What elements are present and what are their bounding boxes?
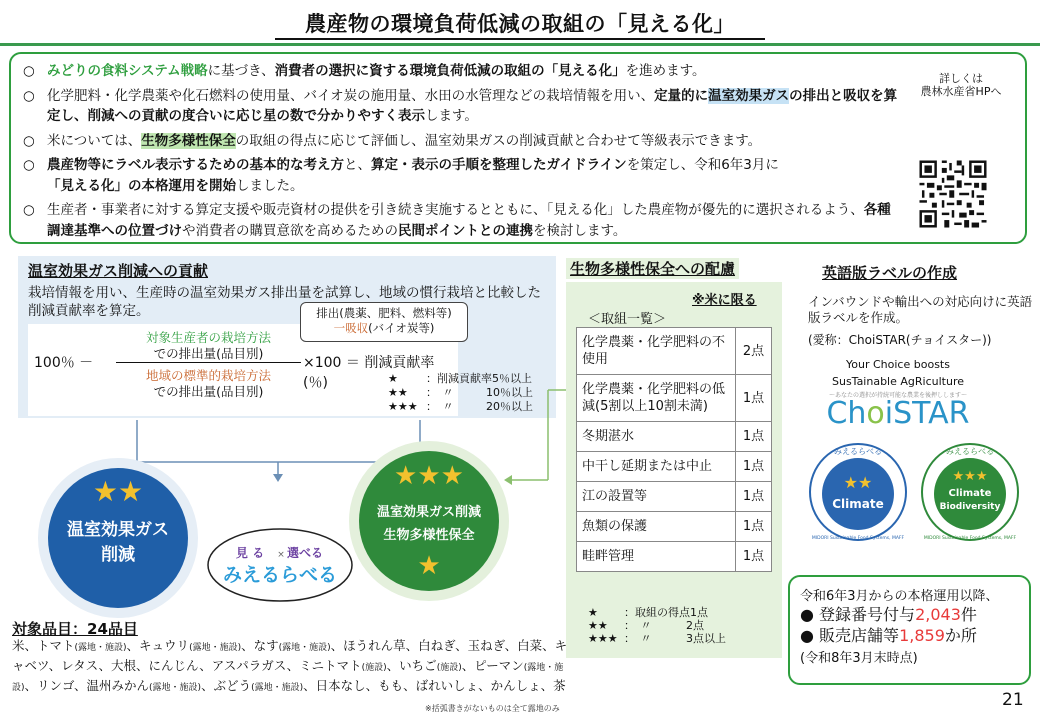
badge-label: Climate	[832, 497, 884, 511]
table-row	[577, 328, 772, 375]
intro-bullet-4	[23, 155, 903, 196]
bio-table	[576, 327, 772, 572]
stats-box	[788, 575, 1031, 685]
bullet-mark: ○	[23, 157, 35, 173]
legend-text: 10％以上	[486, 386, 533, 399]
intro-bullet-2	[23, 86, 903, 127]
qualifier: (露地・施設)	[74, 643, 127, 653]
stats-label: ● 登録番号付与	[800, 605, 916, 624]
legend-row	[588, 619, 726, 632]
page-number: 21	[1002, 690, 1024, 710]
intro-box	[9, 52, 1027, 244]
legend-row	[388, 400, 533, 414]
stats-label: ● 販売店舗等	[800, 626, 900, 645]
targets-heading: 対象品目：24品目	[12, 620, 138, 638]
legend-text: ：取組の得点1点	[624, 606, 708, 619]
ghg-bio-badge-3star	[346, 438, 512, 604]
badge-line1: 温室効果ガス削減	[376, 505, 482, 520]
ghg-heading: 温室効果ガス削減への貢献	[28, 262, 209, 280]
formula-result: ×100 ＝ 削減貢献率(％)	[303, 355, 435, 391]
english-description: インバウンドや輸出への対応向けに英語版ラベルを作成。	[808, 294, 1033, 325]
text: 温室効果ガス	[708, 87, 790, 104]
legend-ditto: ： 〃	[426, 386, 454, 399]
text: 生産者・事業者に対する算定支援や販売資材の提供を引き続き実施するとともに、「見える化」した農産物が優先的に選択されるよう、	[47, 202, 864, 218]
bullet-mark: ○	[23, 63, 35, 79]
legend-stars: ★★	[388, 386, 408, 399]
ghg-description: 栽培情報を用い、生産時の温室効果ガス排出量を試算し、地域の慣行栽培と比較した削減貢献率を算定。	[28, 285, 541, 319]
text: 、ほうれん草、白ねぎ、玉ねぎ、白菜、キャベツ、レタス、大根、にんじん、アスパラガス、ミニトマト	[12, 638, 568, 673]
text: 各種調達基準への位置づけ	[47, 202, 891, 239]
text: と、	[344, 157, 371, 173]
legend-stars: ★	[388, 372, 398, 385]
row-name: 冬期湛水	[577, 422, 736, 452]
intro-bullet-5	[23, 200, 903, 241]
text: 算定・表示の手順を整理したガイドライン	[371, 157, 627, 173]
badge-stars: ★★★	[394, 461, 464, 491]
bio-subheading: ＜取組一覧＞	[588, 312, 667, 327]
qualifier: (露地・施設)	[12, 663, 564, 693]
badge-ring-text: MIDORI Sustainable Food Systems, MAFF	[811, 536, 905, 541]
legend-ditto: ： 〃	[624, 619, 652, 632]
stats-stores	[800, 625, 1019, 646]
climate-biodiversity-badge	[920, 442, 1020, 542]
logo-part: o	[866, 396, 885, 431]
ghg-badge-2star	[35, 455, 201, 621]
climate-badge	[808, 442, 908, 542]
stats-intro: 令和6年3月からの本格運用以降、	[800, 589, 999, 604]
text: を進めます。	[625, 63, 706, 79]
text: を策定し、令和6年3月に	[626, 157, 779, 173]
badge-label-2: Biodiversity	[939, 502, 1001, 512]
ghg-star-legend	[388, 372, 533, 414]
badge-stars: ★★	[843, 473, 873, 492]
legend-stars: ★	[588, 606, 598, 619]
text: 、キュウリ	[126, 638, 190, 653]
qualifier: (露地・施設)	[251, 683, 304, 693]
badge-stars: ★★	[92, 475, 144, 508]
absorb-note: (バイオ炭等)	[368, 321, 435, 335]
text: 、ぶどう	[201, 678, 252, 693]
row-name: 畦畔管理	[577, 542, 736, 572]
text: 化学肥料・化学農薬や化石燃料の使用量、バイオ炭の施用量、水田の水管理などの栽培情報を用い、	[47, 87, 655, 104]
bullet-mark: ○	[23, 202, 35, 218]
text: 「見える化」の本格運用を開始	[47, 177, 236, 194]
title-underline	[275, 38, 765, 40]
qualifier: (露地・施設)	[189, 643, 242, 653]
emblem-see: 見 る	[235, 546, 265, 560]
row-name: 中干し延期または中止	[577, 452, 736, 482]
fraction-bar	[116, 362, 301, 363]
row-name: 魚類の保護	[577, 512, 736, 542]
row-name: 化学農薬・化学肥料の低減(5割以上10割未満)	[577, 375, 736, 422]
choistar-tagline-1: Your Choice boosts	[846, 358, 950, 371]
text: 、いちご	[386, 658, 437, 673]
badge-line1: 温室効果ガス	[67, 520, 169, 540]
row-points: 1点	[736, 482, 772, 512]
logo-part: Ch	[826, 396, 867, 431]
badge-label-1: Climate	[948, 488, 992, 499]
table-row	[577, 542, 772, 572]
emblem-choose: 選べる	[286, 546, 324, 560]
text: 米については、	[47, 132, 142, 149]
legend-stars: ★★★	[388, 400, 418, 413]
text: 、ピーマン	[461, 658, 524, 673]
legend-row	[388, 372, 533, 386]
stats-value: 2,043	[915, 605, 961, 624]
choistar-logo	[808, 396, 988, 431]
row-points: 1点	[736, 512, 772, 542]
emission-callout	[300, 302, 468, 342]
legend-text: 20％以上	[486, 400, 533, 413]
legend-row	[588, 606, 726, 619]
footnote: ※括弧書きがないものは全て露地のみ	[425, 704, 560, 713]
formula-denominator-unit: での排出量(品目別)	[153, 384, 264, 399]
callout-line: 排出(農薬、肥料、燃料等)	[316, 306, 452, 320]
qr-caption	[906, 72, 1016, 98]
formula-denominator-label: 地域の標準的栽培方法	[145, 368, 271, 383]
stats-as-of: (令和8年3月末時点)	[800, 651, 918, 666]
row-points: 1点	[736, 452, 772, 482]
row-points: 2点	[736, 328, 772, 375]
ghg-panel	[18, 256, 556, 418]
badge-star-bottom: ★	[417, 551, 441, 581]
mierulabel-emblem	[205, 525, 355, 605]
text: します。	[425, 108, 478, 124]
legend-text: 2点	[686, 619, 704, 632]
bio-note: ※米に限る	[692, 293, 757, 308]
row-points: 1点	[736, 375, 772, 422]
text: 、リンゴ、温州みかん	[24, 678, 150, 693]
qr-code-icon[interactable]	[917, 158, 989, 230]
text: 消費者の選択に資する環境負荷低減の取組の「見える化」	[274, 63, 626, 79]
formula-numerator-unit: での排出量(品目別)	[153, 346, 264, 361]
bio-heading: 生物多様性保全への配慮	[566, 258, 739, 279]
table-row	[577, 375, 772, 422]
emblem-cross: ×	[277, 550, 285, 560]
absorb-text: 一吸収	[333, 321, 369, 335]
badge-top-text: みえるらべる	[946, 447, 994, 456]
bullet-mark: ○	[23, 87, 35, 104]
qr-caption-line: 詳しくは	[939, 72, 983, 85]
legend-stars: ★★★	[588, 632, 618, 645]
row-points: 1点	[736, 542, 772, 572]
legend-ditto: ： 〃	[624, 632, 652, 645]
targets-list	[12, 637, 572, 697]
page-title: 農産物の環境負荷低減の取組の「見える化」	[305, 12, 735, 36]
qualifier: (施設)	[361, 663, 387, 673]
badge-line2: 生物多様性保全	[383, 528, 475, 543]
stats-unit: か所	[944, 626, 977, 645]
qualifier: (施設)	[436, 663, 462, 673]
text: しました。	[236, 177, 304, 194]
text: 米、トマト	[12, 638, 75, 653]
legend-stars: ★★	[588, 619, 608, 632]
legend-text: 3点以上	[686, 632, 726, 645]
strategy-link[interactable]: みどりの食料システム戦略	[47, 63, 208, 79]
text: を検討します。	[533, 222, 627, 239]
formula-100pct: 100％ －	[34, 355, 94, 371]
row-name: 化学農薬・化学肥料の不使用	[577, 328, 736, 375]
text: 農産物等にラベル表示するための基本的な考え方	[47, 157, 344, 173]
text: 生物多様性保全	[141, 132, 236, 149]
table-row	[577, 482, 772, 512]
legend-text: ：削減貢献率5％以上	[426, 372, 532, 385]
text: 、日本なし、もも、ばれいしょ、かんしょ、茶	[303, 678, 566, 693]
badge-stars: ★★★	[952, 469, 988, 484]
intro-bullet-3	[23, 131, 903, 152]
text: 定量的に	[654, 87, 709, 104]
badge-ring-text: MIDORI Sustainable Food Systems, MAFF	[923, 536, 1017, 541]
choistar-tagline-3: 〜あなたの選択が持続可能な農業を後押しします〜	[828, 392, 967, 399]
stats-value: 1,859	[899, 626, 945, 645]
bio-star-legend	[588, 606, 726, 645]
bullet-mark: ○	[23, 132, 35, 149]
text: の排出と吸収を算定し、削減への貢献の度合いに応じ星の数で分かりやすく表示	[47, 87, 898, 124]
legend-ditto: ： 〃	[426, 400, 454, 413]
formula-numerator-label: 対象生産者の栽培方法	[145, 330, 271, 345]
intro-bullet-1	[23, 61, 903, 82]
header-rule	[0, 43, 1040, 46]
english-heading: 英語版ラベルの作成	[822, 264, 958, 282]
stats-unit: 件	[960, 605, 977, 624]
qualifier: (露地・施設)	[149, 683, 202, 693]
emblem-main: みえるらべる	[222, 564, 338, 586]
stats-registrations	[800, 604, 1019, 625]
row-name: 江の設置等	[577, 482, 736, 512]
row-points: 1点	[736, 422, 772, 452]
text: に基づき、	[207, 63, 275, 79]
badge-line2: 削減	[101, 545, 135, 565]
legend-row	[388, 386, 533, 400]
table-row	[577, 452, 772, 482]
logo-part: iSTAR	[884, 396, 970, 431]
text: 、なす	[241, 638, 279, 653]
text: や消費者の購買意欲を高めるための	[182, 222, 398, 239]
callout-line	[301, 321, 467, 336]
qr-caption-line: 農林水産省HPへ	[920, 85, 1002, 98]
legend-row	[588, 632, 726, 645]
table-row	[577, 422, 772, 452]
text: 民間ポイントとの連携	[398, 222, 533, 239]
table-row	[577, 512, 772, 542]
qualifier: (露地・施設)	[278, 643, 331, 653]
english-alias: (愛称：ChoiSTAR(チョイスター))	[808, 333, 992, 347]
choistar-tagline-2: SusTainable AgRiculture	[831, 375, 964, 388]
badge-top-text: みえるらべる	[834, 447, 882, 456]
text: の取組の得点に応じて評価し、温室効果ガスの削減貢献と合わせて等級表示できます。	[235, 132, 762, 149]
